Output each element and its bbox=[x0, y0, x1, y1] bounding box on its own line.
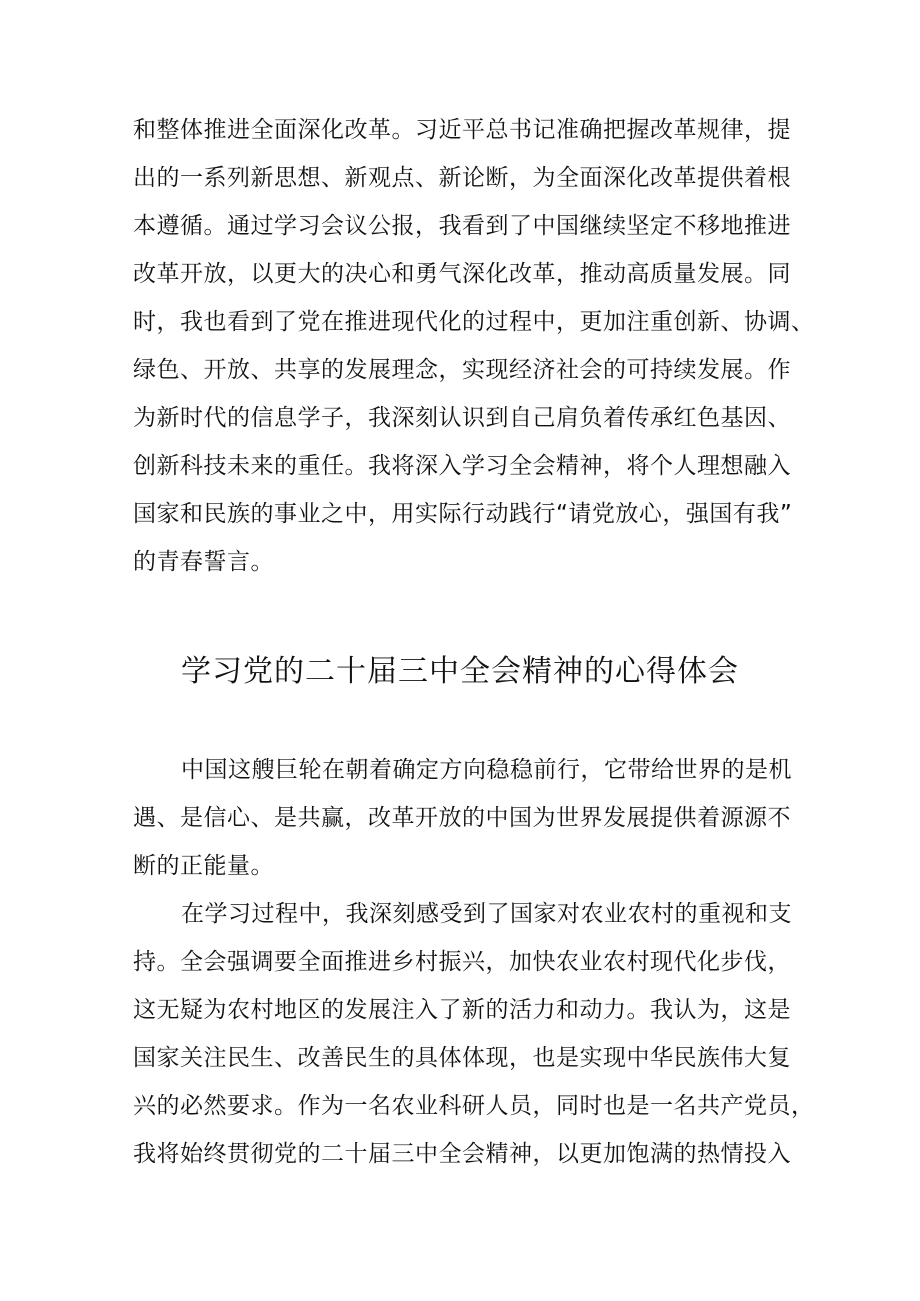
paragraph-1 bbox=[133, 746, 803, 890]
text-line: 和整体推进全面深化改革。习近平总书记准确把握改革规律，提 bbox=[133, 117, 791, 143]
carryover-paragraph bbox=[133, 106, 815, 586]
text-line: 遇、是信心、是共赢，改革开放的中国为世界发展提供着源源不 bbox=[133, 805, 791, 831]
text-line: 的青春誓言。 bbox=[133, 549, 274, 575]
text-line: 为新时代的信息学子，我深刻认识到自己肩负着传承红色基因、 bbox=[133, 405, 791, 431]
section-title: 学习党的二十届三中全会精神的心得体会 bbox=[181, 654, 739, 689]
text-line: 国家和民族的事业之中，用实际行动践行“请党放心，强国有我” bbox=[133, 501, 793, 527]
text-line: 出的一系列新思想、新观点、新论断，为全面深化改革提供着根 bbox=[133, 165, 791, 191]
text-line: 持。全会强调要全面推进乡村振兴，加快农业农村现代化步伐， bbox=[133, 949, 791, 975]
text-line: 在学习过程中，我深刻感受到了国家对农业农村的重视和支 bbox=[181, 901, 792, 927]
text-line: 断的正能量。 bbox=[133, 853, 274, 879]
text-line: 绿色、开放、共享的发展理念，实现经济社会的可持续发展。作 bbox=[133, 357, 791, 383]
text-line: 这无疑为农村地区的发展注入了新的活力和动力。我认为，这是 bbox=[133, 997, 791, 1023]
text-line: 本遵循。通过学习会议公报，我看到了中国继续坚定不移地推进 bbox=[133, 213, 791, 239]
text-line: 我将始终贯彻党的二十届三中全会精神，以更加饱满的热情投入 bbox=[133, 1141, 791, 1167]
text-line: 兴的必然要求。作为一名农业科研人员，同时也是一名共产党员， bbox=[133, 1093, 815, 1119]
paragraph-2 bbox=[133, 890, 815, 1178]
text-line: 改革开放，以更大的决心和勇气深化改革，推动高质量发展。同 bbox=[133, 261, 791, 287]
text-line: 时，我也看到了党在推进现代化的过程中，更加注重创新、协调、 bbox=[133, 309, 815, 335]
text-line: 创新科技未来的重任。我将深入学习全会精神，将个人理想融入 bbox=[133, 453, 791, 479]
text-line: 中国这艘巨轮在朝着确定方向稳稳前行，它带给世界的是机 bbox=[181, 757, 792, 783]
text-line: 国家关注民生、改善民生的具体体现，也是实现中华民族伟大复 bbox=[133, 1045, 791, 1071]
